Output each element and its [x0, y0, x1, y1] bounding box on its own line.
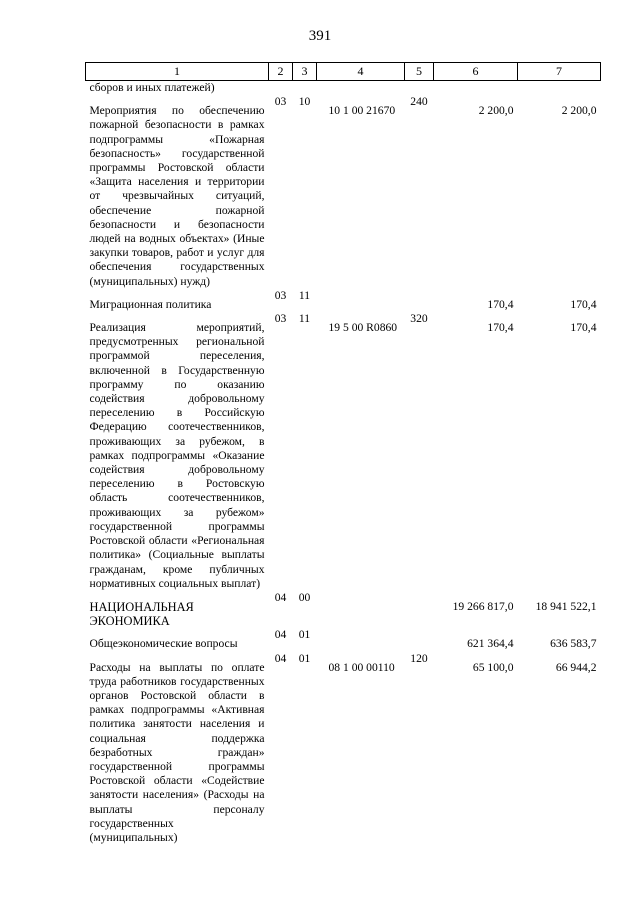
row-sum-a: 170,4	[487, 297, 514, 311]
row-subsection: 01	[298, 651, 311, 665]
row-sum-a: 19 266 817,0	[452, 599, 514, 613]
row-section: 04	[274, 651, 287, 665]
row-sum-a	[434, 81, 518, 96]
row-sum-b: 66 944,2	[555, 660, 597, 674]
table-row	[86, 289, 601, 312]
row-name: сборов и иных платежей)	[89, 81, 215, 94]
row-name: Расходы на выплаты по оплате труда работников государственных органов Ростовской области в рамках подпрограммы «Активная политика занятости населения и социальная поддержка безработных граждан» государственной программы Ростовской области «Содействие занятости населения» (Расходы на выплаты персоналу государственных (муниципальных)	[89, 660, 265, 844]
row-name: Общеэкономические вопросы	[89, 637, 238, 651]
header-col-6: 6	[434, 63, 518, 81]
budget-table	[85, 62, 601, 845]
row-target: 10 1 00 21670	[328, 104, 396, 118]
row-target	[317, 81, 405, 96]
row-expense	[405, 591, 434, 628]
row-section: 04	[274, 628, 287, 642]
row-sum-a: 621 364,4	[467, 637, 514, 651]
page-number: 391	[308, 28, 332, 44]
row-expense: 320	[410, 312, 428, 326]
header-row	[86, 63, 601, 81]
row-target: 19 5 00 R0860	[328, 321, 398, 335]
row-sum-b: 2 200,0	[561, 104, 597, 118]
header-col-4: 4	[317, 63, 405, 81]
row-section: 03	[274, 95, 287, 109]
row-name: НАЦИОНАЛЬНАЯ ЭКОНОМИКА	[89, 599, 194, 629]
row-expense: 240	[410, 95, 428, 109]
row-expense: 120	[410, 651, 428, 665]
row-sum-a: 2 200,0	[478, 104, 514, 118]
row-subsection: 00	[298, 590, 311, 604]
row-sum-b: 636 583,7	[550, 637, 597, 651]
table-row	[86, 95, 601, 289]
row-target	[317, 591, 405, 628]
table-row	[86, 628, 601, 651]
row-sum-b: 170,4	[570, 321, 597, 335]
row-name: Миграционная политика	[89, 297, 212, 311]
header-col-3: 3	[293, 63, 317, 81]
row-expense	[405, 289, 434, 312]
row-expense	[405, 628, 434, 651]
row-target	[317, 289, 405, 312]
header-col-1: 1	[86, 63, 269, 81]
row-section: 03	[274, 288, 287, 302]
row-section: 03	[274, 312, 287, 326]
row-subsection: 01	[298, 628, 311, 642]
row-subsection: 10	[298, 95, 311, 109]
row-sum-b: 170,4	[570, 297, 597, 311]
row-target: 08 1 00 00110	[328, 660, 395, 674]
row-target	[317, 628, 405, 651]
row-expense	[405, 81, 434, 96]
row-name: Мероприятия по обеспечению пожарной безопасности в рамках подпрограммы «Пожарная безопасность» государственной программы Ростовской области «Защита населения и территории от чрезвычайных ситуаций, обеспечение пожарной безопасности и безопасности людей на водных объектах» (Иные закупки товаров, работ и услуг для обеспечения государственных (муниципальных) нужд)	[89, 104, 265, 288]
header-col-2: 2	[269, 63, 293, 81]
row-section: 04	[274, 590, 287, 604]
row-sum-b: 18 941 522,1	[535, 599, 597, 613]
row-name: Реализация мероприятий, предусмотренных региональной программой переселения, включенной в Государственную программу по оказанию содействия добровольному переселению в Российскую Федерацию соотечественников, проживающих за рубежом, в рамках подпрограммы «Оказание содействия добровольному переселению в Ростовскую область соотечественников, проживающих за рубежом» государственной программы Ростовской области «Региональная политика» (Социальные выплаты гражданам, кроме публичных нормативных социальных выплат)	[89, 321, 265, 590]
table-row	[86, 652, 601, 846]
table-row	[86, 312, 601, 591]
row-subsection: 11	[298, 312, 311, 326]
row-subsection: 11	[298, 288, 311, 302]
table-row	[86, 591, 601, 628]
row-sum-a: 170,4	[487, 321, 514, 335]
row-subsection	[293, 81, 317, 96]
header-col-5: 5	[405, 63, 434, 81]
row-section	[269, 81, 293, 96]
header-col-7: 7	[518, 63, 601, 81]
row-sum-b	[518, 81, 601, 96]
table-row	[86, 81, 601, 96]
row-sum-a: 65 100,0	[472, 660, 514, 674]
